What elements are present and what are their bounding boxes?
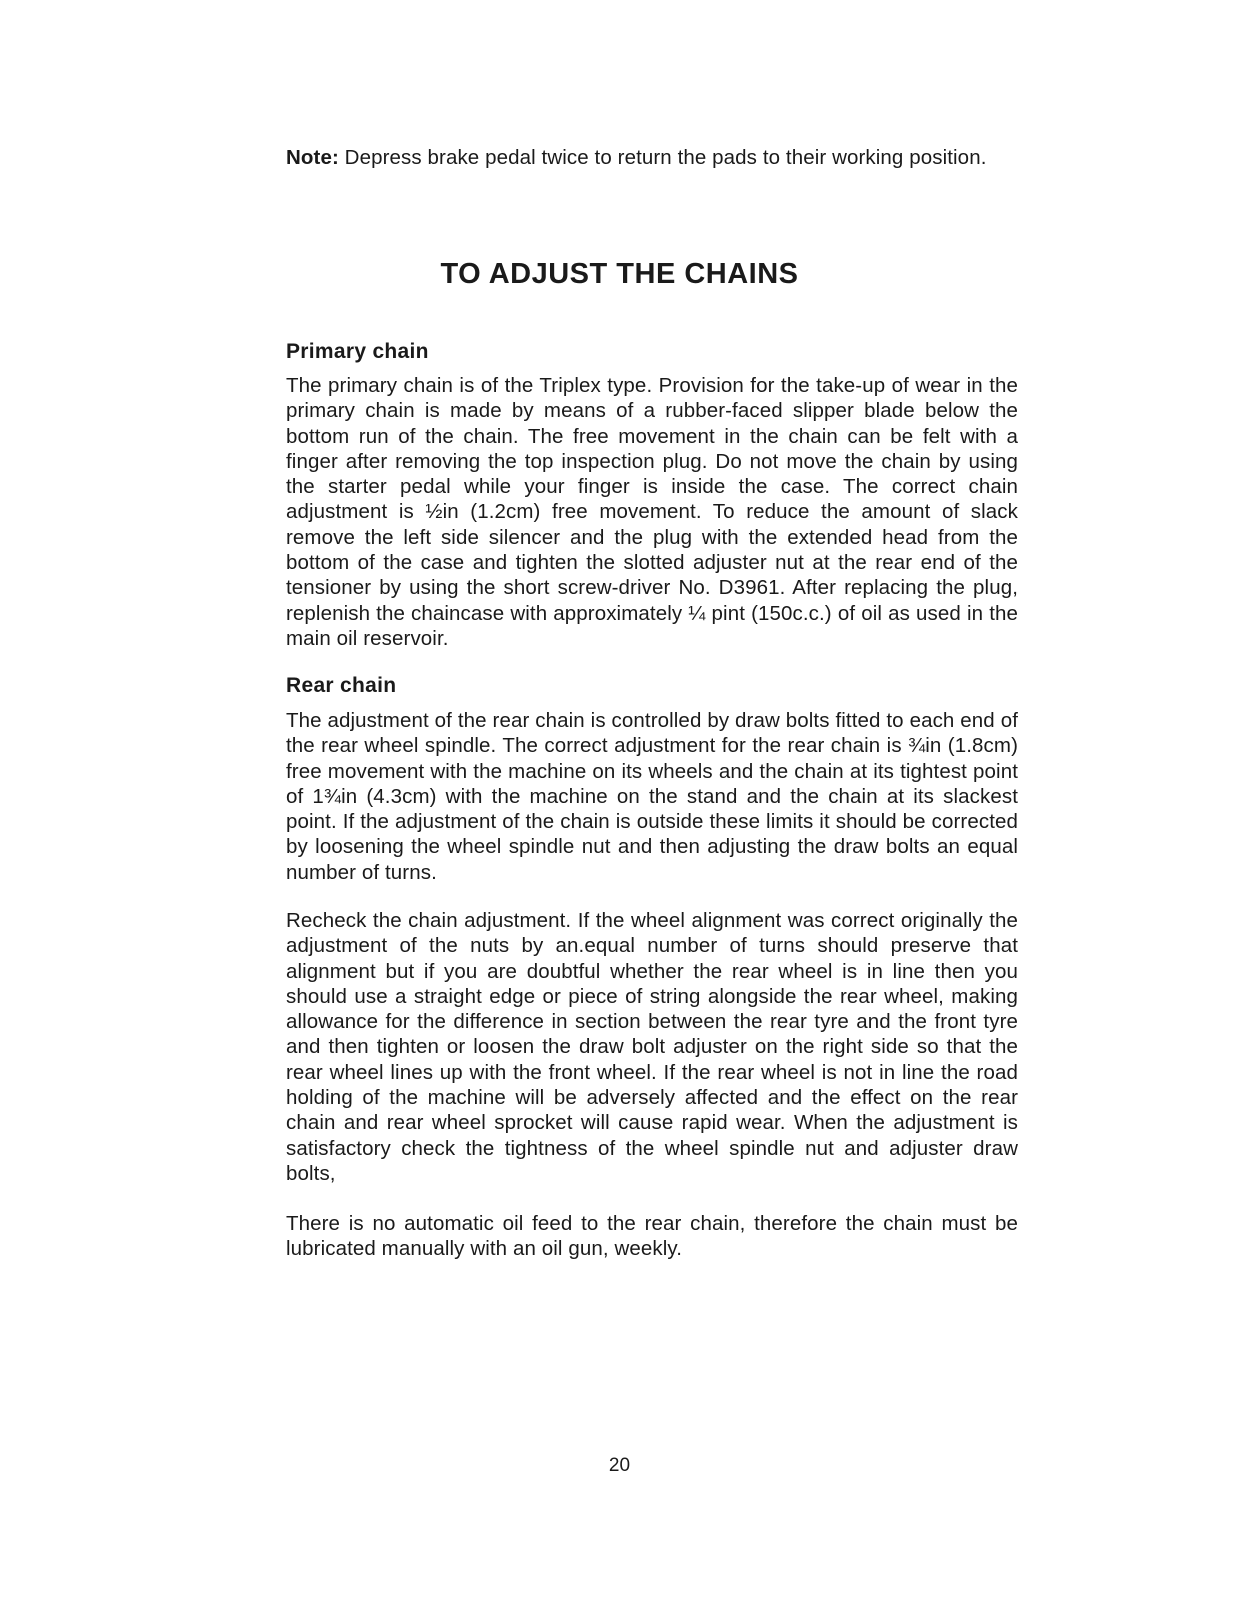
recheck-paragraph: Recheck the chain adjustment. If the wheel alignment was correct originally the adjustment of the nuts by an.equal number of turns should preserve that alignment but if you are doubtful whether the rear wheel is in line then you should use a straight edge or piece of string alongside the rear wheel, making allowance for the difference in section between the rear tyre and the front tyre and then tighten or loosen the draw bolt adjuster on the right side so that the rear wheel lines up with the front wheel. If the rear wheel is not in line the road holding of the machine will be adversely affected and the effect on the rear chain and rear wheel sprocket will cause rapid wear. When the adjustment is satisfactory check the tightness of the wheel spindle nut and adjuster draw bolts,	[286, 909, 1018, 1185]
rear-chain-paragraph: The adjustment of the rear chain is controlled by draw bolts fitted to each end of the rear wheel spindle. The correct adjustment for the rear chain is ¾in (1.8cm) free movement with the machine on its wheels and the chain at its tightest point of 1¾in (4.3cm) with the machine on the stand and the chain at its slackest point. If the adjustment of the chain is outside these limits it should be corrected by loosening the wheel spindle nut and then adjusting the draw bolts an equal number of turns.	[286, 709, 1018, 884]
primary-chain-heading: Primary chain	[286, 340, 429, 363]
note-label: Note:	[286, 146, 339, 169]
page-title: TO ADJUST THE CHAINS	[440, 258, 799, 290]
primary-chain-paragraph: The primary chain is of the Triplex type. Provision for the take-up of wear in the primary chain is made by means of a rubber-faced slipper blade below the bottom run of the chain. The free movement in the chain can be felt with a finger after removing the top inspection plug. Do not move the chain by using the starter pedal while your finger is inside the case. The correct chain adjustment is ½in (1.2cm) free movement. To reduce the amount of slack remove the left side silencer and the plug with the extended head from the bottom of the case and tighten the slotted adjuster nut at the rear end of the tensioner by using the short screw-driver No. D3961. After replacing the plug, replenish the chaincase with approximately ¼ pint (150c.c.) of oil as used in the main oil reservoir.	[286, 374, 1018, 650]
lubrication-paragraph: There is no automatic oil feed to the rear chain, therefore the chain must be lubricated manually with an oil gun, weekly.	[286, 1212, 1018, 1261]
note-text: Depress brake pedal twice to return the pads to their working position.	[338, 146, 987, 169]
page-number: 20	[608, 1455, 631, 1476]
note-paragraph	[286, 145, 1018, 170]
rear-chain-heading: Rear chain	[286, 674, 397, 697]
